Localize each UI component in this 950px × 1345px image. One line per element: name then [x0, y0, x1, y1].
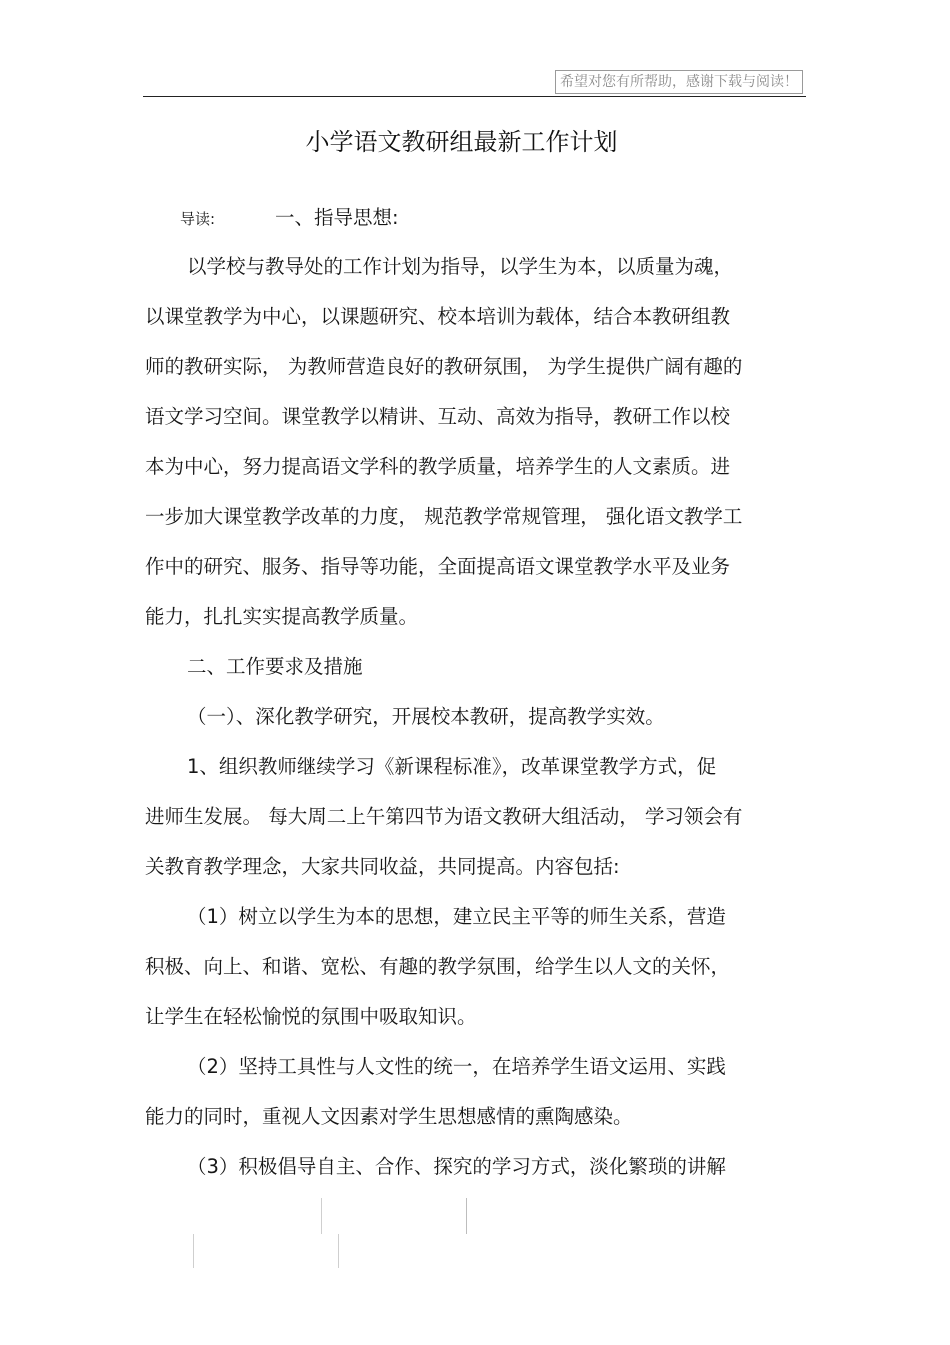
paragraph-line: 师的教研实际， 为教师营造良好的教研氛围， 为学生提供广阔有趣的: [145, 355, 743, 378]
paragraph-line: 以课堂教学为中心，以课题研究、校本培训为载体，结合本教研组教: [145, 305, 731, 328]
paragraph-line: 作中的研究、服务、指导等功能，全面提高语文课堂教学水平及业务: [145, 555, 731, 578]
section1-heading: 一、指导思想:: [275, 206, 399, 229]
paragraph-line: 1、组织教师继续学习《新课程标准》，改革课堂教学方式，促: [187, 755, 717, 778]
document-title: 小学语文教研组最新工作计划: [305, 128, 618, 156]
paragraph-line: 能力的同时，重视人文因素对学生思想感情的熏陶感染。: [145, 1105, 633, 1128]
paragraph-line: 语文学习空间。课堂教学以精讲、互动、高效为指导，教研工作以校: [145, 405, 731, 428]
paragraph-line: 能力，扎扎实实提高教学质量。: [145, 605, 419, 628]
paragraph-line: 本为中心，努力提高语文学科的教学质量，培养学生的人文素质。进: [145, 455, 731, 478]
watermark-stamp: 希望对您有所帮助，感谢下载与阅读！: [555, 70, 803, 94]
paragraph-line: 进师生发展。 每大周二上午第四节为语文教研大组活动， 学习领会有: [145, 805, 743, 828]
lead-label: 导读:: [180, 210, 216, 228]
scan-artifact-line: [338, 1234, 339, 1268]
scan-artifact-line: [321, 1198, 322, 1234]
scan-artifact-line: [466, 1198, 467, 1234]
section2-heading: 二、工作要求及措施: [187, 655, 363, 678]
paragraph-line: （2）坚持工具性与人文性的统一，在培养学生语文运用、实践: [187, 1055, 726, 1078]
header-rule: [143, 96, 806, 97]
scan-artifact-line: [193, 1234, 194, 1268]
paragraph-line: 一步加大课堂教学改革的力度， 规范教学常规管理， 强化语文教学工: [145, 505, 743, 528]
paragraph-line: 关教育教学理念，大家共同收益，共同提高。内容包括:: [145, 855, 620, 878]
subsection-heading: （一）、深化教学研究，开展校本教研，提高教学实效。: [187, 705, 665, 728]
paragraph-line: 让学生在轻松愉悦的氛围中吸取知识。: [145, 1005, 477, 1028]
paragraph-line: （1）树立以学生为本的思想，建立民主平等的师生关系，营造: [187, 905, 726, 928]
paragraph-line: （3）积极倡导自主、合作、探究的学习方式，淡化繁琐的讲解: [187, 1155, 726, 1178]
paragraph-line: 以学校与教导处的工作计划为指导，以学生为本，以质量为魂，: [187, 255, 734, 278]
paragraph-line: 积极、向上、和谐、宽松、有趣的教学氛围，给学生以人文的关怀，: [145, 955, 731, 978]
